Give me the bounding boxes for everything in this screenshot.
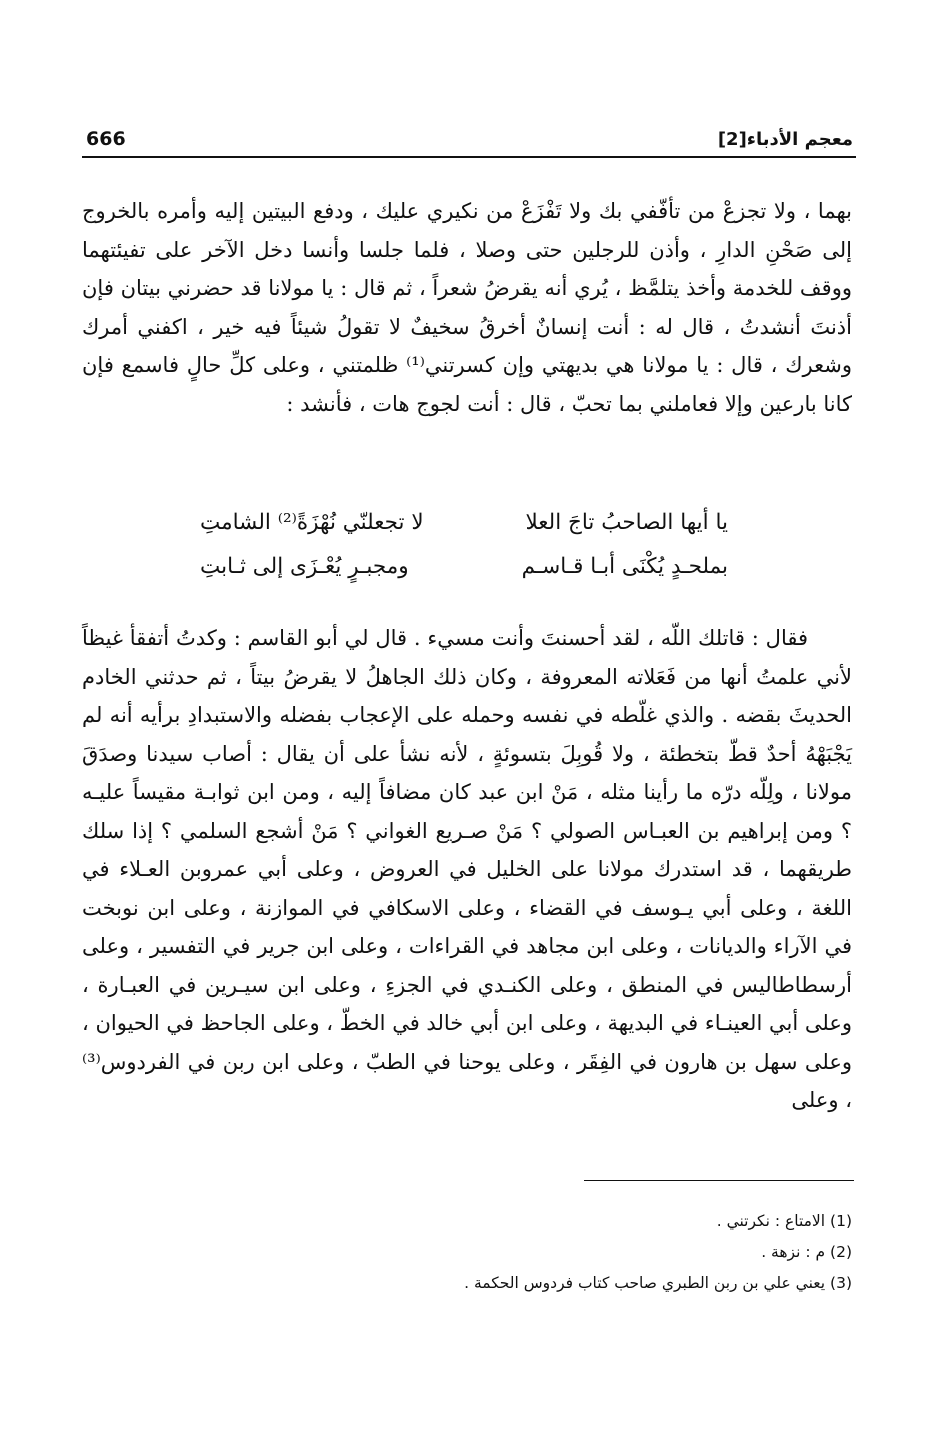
page-number: 666: [86, 128, 126, 150]
verse-2-second-hemistich: ومجبـرٍ يُعْـزَى إلى ثـابتِ: [200, 553, 409, 579]
verse-2-first-hemistich: بملحـدٍ يُكْنَى أبـا قـاسـم: [521, 553, 728, 579]
footnote-1: (1) الامتاع : نكرتني .: [716, 1212, 852, 1230]
verse-1-first-hemistich: يا أيها الصاحبُ تاجَ العلا: [525, 509, 728, 535]
paragraph: بهما ، ولا تجزعْ من تأفّفي بك ولا تَفْزَعْ من نكيري عليك ، ودفع البيتين إليه وأمره بالخروج إلى صَحْنِ الدارِ ، وأذن للرجلين حتى وصلا ، فلما جلسا وأنسا دخل الآخر على تفيئتهما ووقف للخدمة وأخذ يتلمَّظ ، يُري أنه يقرضُ شعراً ، ثم قال : يا مولانا قد حضرني بيتان فإن أذنتَ أنشدتُ ، قال له : أنت إنسانٌ أخرقُ سخيفٌ لا تقولُ شيئاً فيه خير ، اكفني أمرك وشعرك ، قال : يا مولانا هي بديهتي وإن كسرتني⁽¹⁾ ظلمتني ، وعلى كلِّ حالٍ فاسمع فإن كانا بارعين وإلا فعاملني بما تحبّ ، قال : أنت لجوج هات ، فأنشد :: [82, 199, 852, 416]
verse-1: [200, 500, 728, 544]
running-header: [86, 118, 853, 150]
body-text-top: [82, 192, 852, 423]
footnote-rule: [584, 1180, 854, 1181]
verse-2: [200, 544, 728, 588]
header-rule: [82, 156, 856, 158]
footnotes: [200, 1206, 852, 1299]
verse-1-second-hemistich: لا تجعلنّي نُهْزَةً⁽²⁾ الشامتِ: [200, 509, 424, 535]
poem: [200, 500, 728, 588]
body-text-bottom: [82, 598, 852, 1141]
footnote-3: (3) يعني علي بن ربن الطبري صاحب كتاب فردوس الحكمة .: [464, 1274, 852, 1292]
book-title: معجم الأدباء[2]: [717, 129, 853, 150]
footnote-2: (2) م : نزهة .: [761, 1243, 852, 1261]
paragraph: فقال : قاتلك اللّه ، لقد أحسنتَ وأنت مسيء . قال لي أبو القاسم : وكدتُ أتفقأ غيظاً لأني علمتُ أنها من فَعَلاته المعروفة ، وكان ذلك الجاهلُ لا يقرضُ بيتاً ، ثم حدثني الخادم الحديثَ بقضه . والذي غلّطه في نفسه وحمله على الإعجاب بفضله والاستبدادِ برأيه أنه لم يَجْبَهْهُ أحدٌ قطّ بتخطئة ، ولا قُوبِلَ بتسوئةٍ ، لأنه نشأ على أن يقال : أصاب سيدنا وصدَقَ مولانا ، ولِلّه درّه ما رأينا مثله ، مَنْ ابن عبد كان مضافاً إليه ، ومن ابن ثوابـة مقيساً عليـه ؟ ومن إبراهيم بن العبـاس الصولي ؟ مَنْ صـريع الغواني ؟ مَنْ أشجع السلمي ؟ إذا سلك طريقهما ، قد استدرك مولانا على الخليل في العروض ، وعلى أبي عمروبن العـلاء في اللغة ، وعلى أبي يـوسف في القضاء ، وعلى الاسكافي في الموازنة ، وعلى ابن نوبخت في الآراء والديانات ، وعلى ابن مجاهد في القراءات ، وعلى ابن جرير في التفسير ، وعلى أرسطاطاليس في المنطق ، وعلى الكنـدي في الجزءِ ، وعلى ابن سيـرين في العبـارة ، وعلى أبي العينـاء في البديهة ، وعلى ابن أبي خالد في الخطّ ، وعلى الجاحظ في الحيوان ، وعلى سهل بن هارون في الفِقَر ، وعلى يوحنا في الطبّ ، وعلى ابن ربن في الفردوس⁽³⁾ ، وعلى: [82, 626, 852, 1112]
